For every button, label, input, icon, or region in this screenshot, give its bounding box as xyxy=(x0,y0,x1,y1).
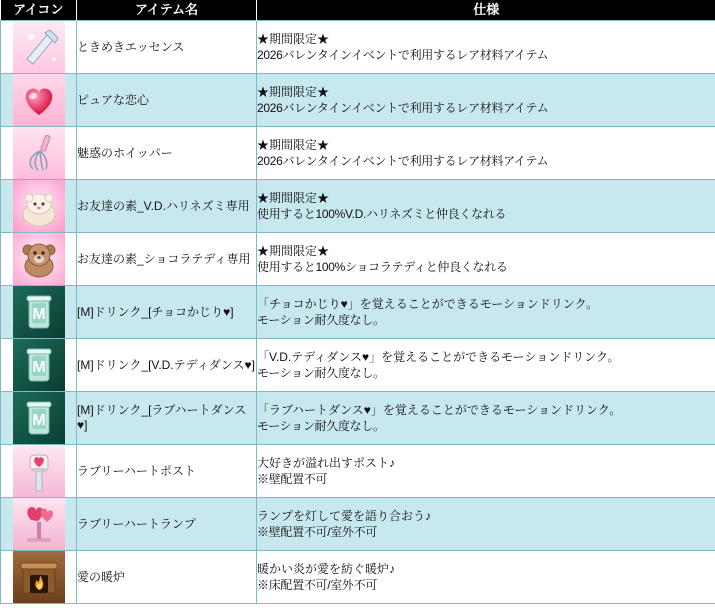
table-header-row xyxy=(1,0,715,21)
item-spec-line-2: 2026バレンタインイベントで利用するレア材料アイテム xyxy=(257,101,549,115)
table-header xyxy=(1,0,715,21)
table-body xyxy=(1,21,715,604)
item-name: ラブリーハートランプ xyxy=(77,498,257,551)
item-icon-cell xyxy=(1,127,77,180)
motion-drink-choco-icon xyxy=(13,286,65,338)
item-name: お友達の素_ショコラテディ専用 xyxy=(77,233,257,286)
item-spec-cell xyxy=(257,233,715,286)
item-spec-line-2: ※床配置不可/室外不可 xyxy=(257,578,378,592)
item-spec-line-1: ★期間限定★ xyxy=(257,84,330,99)
motion-drink-love-heart-dance-icon xyxy=(13,392,65,444)
item-spec-cell xyxy=(257,392,715,445)
item-name: 愛の暖炉 xyxy=(77,551,257,604)
item-icon-cell xyxy=(1,21,77,74)
table-row xyxy=(1,233,715,286)
item-spec-line-2: ※壁配置不可 xyxy=(257,472,328,486)
table-row xyxy=(1,180,715,233)
motion-drink-teddy-dance-icon xyxy=(13,339,65,391)
friend-item-chocolate-teddy-icon xyxy=(13,233,65,285)
item-spec-line-2: 2026バレンタインイベントで利用するレア材料アイテム xyxy=(257,48,549,62)
table-row xyxy=(1,551,715,604)
item-spec-line-1: ★期間限定★ xyxy=(257,31,330,46)
item-spec-line-2: 使用すると100%V.D.ハリネズミと仲良くなれる xyxy=(257,207,507,221)
item-spec-line-1: 大好きが溢れ出すポスト♪ xyxy=(257,455,396,470)
item-spec-cell xyxy=(257,74,715,127)
item-name: ピュアな恋心 xyxy=(77,74,257,127)
item-icon-cell xyxy=(1,498,77,551)
svg-text:M: M xyxy=(31,412,46,429)
item-name: [M]ドリンク_[ラブハートダンス♥] xyxy=(77,392,257,445)
item-icon-cell xyxy=(1,74,77,127)
item-icon-cell xyxy=(1,180,77,233)
item-name: お友達の素_V.D.ハリネズミ専用 xyxy=(77,180,257,233)
item-name: 魅惑のホイッパー xyxy=(77,127,257,180)
item-spec-cell xyxy=(257,551,715,604)
item-spec-line-1: 「V.D.テディダンス♥」を覚えることができるモーションドリンク。 xyxy=(257,349,620,364)
item-spec-cell xyxy=(257,180,715,233)
table-row xyxy=(1,74,715,127)
item-spec-line-2: モーション耐久度なし。 xyxy=(257,366,385,380)
item-spec-line-1: 「ラブハートダンス♥」を覚えることができるモーションドリンク。 xyxy=(257,402,622,417)
item-spec-cell xyxy=(257,127,715,180)
item-name: [M]ドリンク_[チョコかじり♥] xyxy=(77,286,257,339)
table-row xyxy=(1,286,715,339)
item-spec-cell xyxy=(257,339,715,392)
svg-text:M: M xyxy=(31,306,46,323)
item-spec-line-2: モーション耐久度なし。 xyxy=(257,419,385,433)
item-icon-cell xyxy=(1,339,77,392)
item-spec-line-1: ランプを灯して愛を語り合おう♪ xyxy=(257,508,432,523)
table-row xyxy=(1,392,715,445)
lovely-heart-lamp-icon xyxy=(13,498,65,550)
item-spec-line-1: ★期間限定★ xyxy=(257,243,330,258)
whisk-icon xyxy=(13,127,65,179)
item-spec-cell xyxy=(257,286,715,339)
item-icon-cell xyxy=(1,551,77,604)
item-name: ラブリーハートポスト xyxy=(77,445,257,498)
item-spec-line-1: 暖かい炎が愛を紡ぐ暖炉♪ xyxy=(257,561,396,576)
item-spec-line-2: ※壁配置不可/室外不可 xyxy=(257,525,378,539)
column-header-spec: 仕様 xyxy=(257,0,715,21)
item-spec-cell xyxy=(257,498,715,551)
item-name: ときめきエッセンス xyxy=(77,21,257,74)
table-row xyxy=(1,339,715,392)
table-row xyxy=(1,498,715,551)
item-icon-cell xyxy=(1,445,77,498)
item-icon-cell xyxy=(1,286,77,339)
item-spec-line-1: 「チョコかじり♥」を覚えることができるモーションドリンク。 xyxy=(257,296,599,311)
item-icon-cell xyxy=(1,392,77,445)
lovely-heart-post-icon xyxy=(13,445,65,497)
item-spec-line-1: ★期間限定★ xyxy=(257,137,330,152)
column-header-name: アイテム名 xyxy=(77,0,257,21)
table-row xyxy=(1,21,715,74)
item-spec-cell xyxy=(257,21,715,74)
item-icon-cell xyxy=(1,233,77,286)
item-name: [M]ドリンク_[V.D.テディダンス♥] xyxy=(77,339,257,392)
table-row xyxy=(1,445,715,498)
table-row xyxy=(1,127,715,180)
item-spec-line-2: 2026バレンタインイベントで利用するレア材料アイテム xyxy=(257,154,549,168)
love-fireplace-icon xyxy=(13,551,65,603)
column-header-icon: アイコン xyxy=(1,0,77,21)
friend-item-harinezumi-icon xyxy=(13,180,65,232)
item-spec-line-2: モーション耐久度なし。 xyxy=(257,313,385,327)
pure-heart-icon xyxy=(13,74,65,126)
item-spec-line-1: ★期間限定★ xyxy=(257,190,330,205)
item-spec-cell xyxy=(257,445,715,498)
item-spec-line-2: 使用すると100%ショコラテディと仲良くなれる xyxy=(257,260,508,274)
svg-text:M: M xyxy=(31,359,46,376)
tokimeki-essence-icon xyxy=(13,21,65,73)
